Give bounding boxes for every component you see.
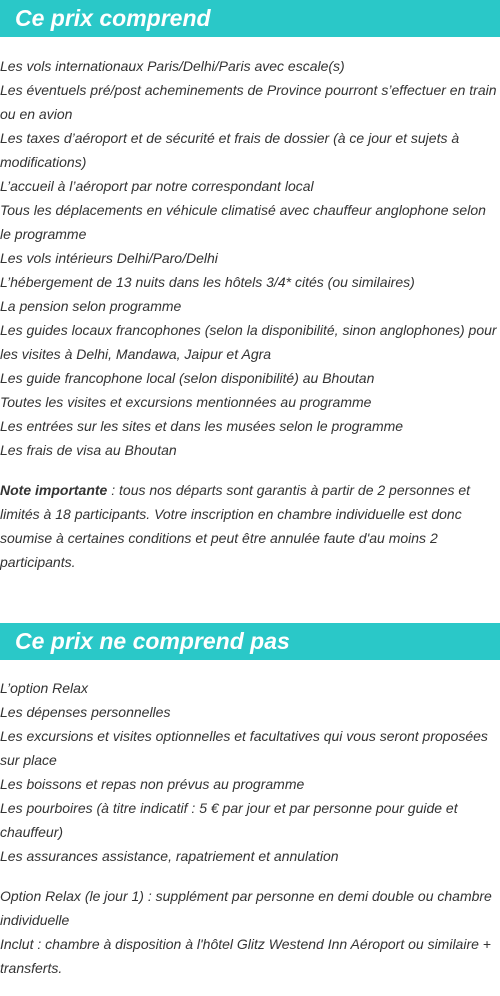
list-item: L’hébergement de 13 nuits dans les hôtels 3/4* cités (ou similaires): [0, 274, 415, 290]
includes-section-title: Ce prix comprend: [0, 0, 500, 37]
list-item: L’accueil à l’aéroport par notre correspondant local: [0, 178, 314, 194]
list-item: Les excursions et visites optionnelles et facultatives qui vous seront proposées sur place: [0, 728, 488, 768]
list-item: Les guides locaux francophones (selon la disponibilité, sinon anglophones) pour les visites à Delhi, Mandawa, Jaipur et Agra: [0, 322, 497, 362]
important-note-label: Note importante: [0, 482, 108, 498]
excludes-list: [0, 676, 500, 868]
list-item: Les vols internationaux Paris/Delhi/Paris avec escale(s): [0, 58, 345, 74]
list-item: Toutes les visites et excursions mentionnées au programme: [0, 394, 372, 410]
list-item: Les frais de visa au Bhoutan: [0, 442, 177, 458]
list-item: Les boissons et repas non prévus au programme: [0, 776, 305, 792]
list-item: Les pourboires (à titre indicatif : 5 € par jour et par personne pour guide et chauffeur): [0, 800, 458, 840]
excludes-section-title: Ce prix ne comprend pas: [0, 623, 500, 660]
list-item: Les entrées sur les sites et dans les musées selon le programme: [0, 418, 404, 434]
list-item: L’option Relax: [0, 680, 88, 696]
relax-option-details: [0, 884, 500, 980]
list-item: Les dépenses personnelles: [0, 704, 171, 720]
list-item: Les assurances assistance, rapatriement et annulation: [0, 848, 339, 864]
relax-option-line: Inclut : chambre à disposition à l'hôtel Glitz Westend Inn Aéroport ou similaire + transferts.: [0, 936, 491, 976]
list-item: Les guide francophone local (selon disponibilité) au Bhoutan: [0, 370, 375, 386]
list-item: La pension selon programme: [0, 298, 182, 314]
list-item: Les taxes d’aéroport et de sécurité et frais de dossier (à ce jour et sujets à modifications): [0, 130, 460, 170]
important-note: [0, 478, 500, 574]
relax-option-line: Option Relax (le jour 1) : supplément par personne en demi double ou chambre individuelle: [0, 888, 492, 928]
important-note-paragraph: [0, 478, 500, 574]
list-item: Tous les déplacements en véhicule climatisé avec chauffeur anglophone selon le programme: [0, 202, 486, 242]
list-item: Les vols intérieurs Delhi/Paro/Delhi: [0, 250, 218, 266]
includes-list: [0, 54, 500, 462]
important-note-text: : tous nos départs sont garantis à partir de 2 personnes et limités à 18 participants. Votre inscription en chambre individuelle est donc soumise à certaines conditions et peut être annulée faute d'au moins 2 participants.: [0, 482, 471, 570]
list-item: Les éventuels pré/post acheminements de Province pourront s’effectuer en train ou en avion: [0, 82, 497, 122]
